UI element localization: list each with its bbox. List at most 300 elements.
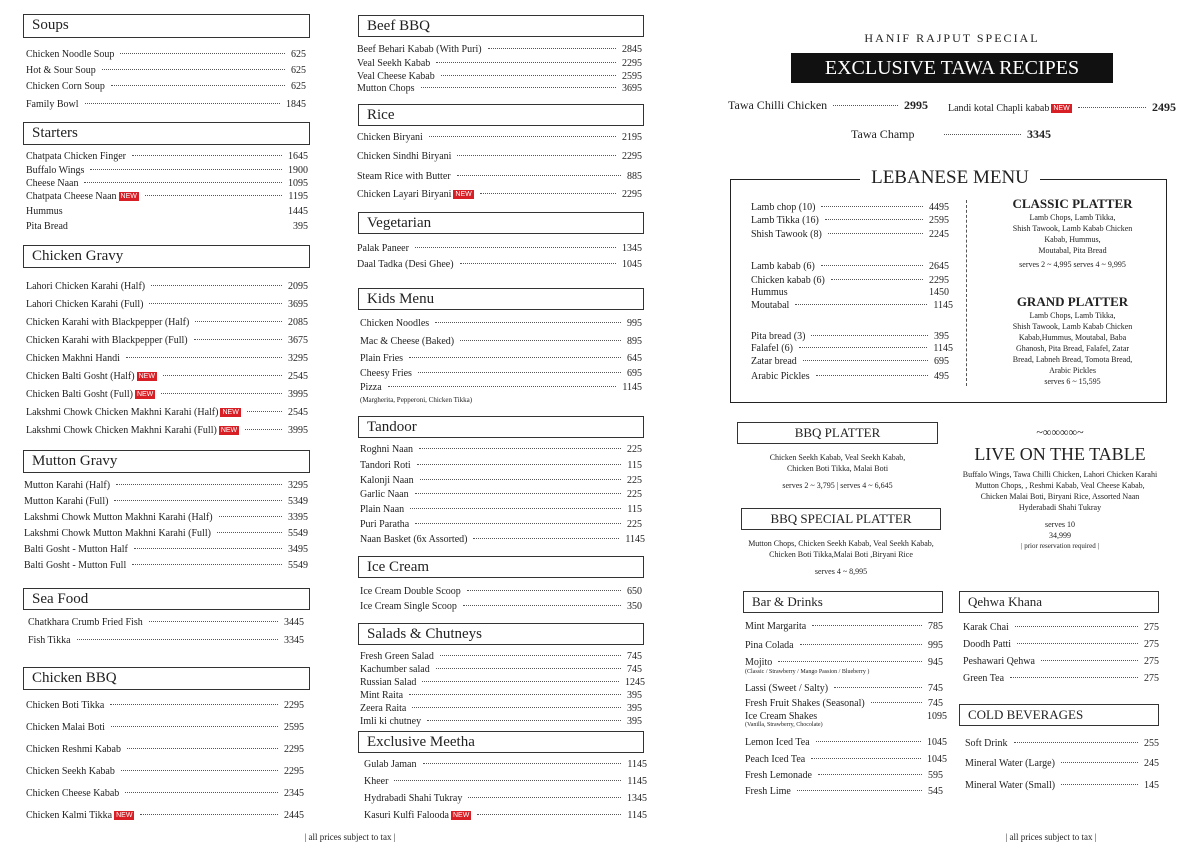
item-name — [26, 389, 155, 400]
menu-item[interactable] — [26, 206, 308, 217]
dot-leader — [457, 175, 621, 176]
menu-item[interactable] — [24, 560, 308, 571]
classic-platter[interactable] — [980, 196, 1165, 270]
section-header-chicken-gravy: Chicken Gravy — [23, 245, 310, 268]
item-name: Chicken Seekh Kabab — [26, 766, 115, 777]
live-line: Buffalo Wings, Tawa Chilli Chicken, Lahori Chicken Karahi — [962, 470, 1158, 479]
section-header-vegetarian: Vegetarian — [358, 212, 644, 234]
bbq-special-desc[interactable] — [726, 538, 956, 577]
dot-leader — [825, 219, 923, 220]
new-badge: NEW — [453, 812, 470, 819]
item-price: 2095 — [288, 281, 308, 292]
menu-item[interactable] — [364, 810, 647, 821]
item-name: Chicken Reshmi Kabab — [26, 744, 121, 755]
item-name: Peach Iced Tea — [745, 754, 806, 765]
bbq-platter-line: Chicken Seekh Kabab, Veal Seekh Kabab, — [769, 453, 906, 462]
item-price: 225 — [627, 475, 642, 486]
dot-leader — [409, 694, 621, 695]
dot-leader — [410, 508, 621, 509]
item-price: 395 — [627, 690, 642, 701]
menu-item[interactable] — [360, 586, 642, 597]
item-price: 115 — [627, 460, 642, 471]
item-name: Pina Colada — [745, 640, 794, 651]
item-price: 2345 — [284, 788, 304, 799]
menu-item[interactable] — [360, 677, 645, 688]
item-price: 2445 — [284, 810, 304, 821]
dot-leader — [127, 748, 278, 749]
item-price: 5549 — [288, 528, 308, 539]
menu-item[interactable] — [751, 287, 949, 298]
menu-item[interactable] — [26, 299, 308, 310]
dot-leader — [140, 814, 278, 815]
item-price: 3495 — [288, 544, 308, 555]
menu-item[interactable] — [26, 165, 308, 176]
dot-leader — [219, 516, 282, 517]
item-name: Lahori Chicken Karahi (Full) — [26, 299, 144, 310]
section-header-soups: Soups — [23, 14, 310, 38]
menu-item[interactable] — [360, 444, 642, 455]
item-price: 1645 — [288, 151, 308, 162]
menu-item[interactable] — [26, 766, 304, 777]
tax-note-right: | all prices subject to tax | — [1005, 832, 1097, 842]
dot-leader — [161, 393, 282, 394]
menu-item[interactable] — [26, 99, 306, 110]
menu-item[interactable] — [26, 389, 308, 400]
menu-item[interactable] — [360, 703, 642, 714]
item-name: Hot & Sour Soup — [26, 65, 96, 76]
menu-item[interactable] — [24, 528, 308, 539]
item-price: 2295 — [284, 766, 304, 777]
menu-item[interactable] — [751, 229, 949, 240]
item-name — [948, 103, 1072, 114]
menu-item[interactable] — [751, 331, 949, 342]
menu-item[interactable] — [751, 300, 953, 311]
pizza-note: (Margherita, Pepperoni, Chicken Tikka) — [360, 396, 473, 404]
item-name: Chicken Karahi with Blackpepper (Full) — [26, 335, 188, 346]
menu-item[interactable] — [357, 83, 642, 94]
menu-item[interactable] — [360, 382, 642, 393]
item-price: 2845 — [622, 44, 642, 55]
dot-leader — [415, 523, 621, 524]
menu-item[interactable] — [26, 178, 308, 189]
item-label: Chicken Balti Gosht (Half) — [26, 371, 135, 382]
menu-item[interactable] — [963, 639, 1159, 650]
menu-item[interactable] — [26, 151, 308, 162]
item-name: Balti Gosht - Mutton Full — [24, 560, 127, 571]
menu-item[interactable] — [745, 754, 947, 765]
menu-item[interactable] — [24, 496, 308, 507]
landi-kotal-chapli-kabab[interactable] — [948, 100, 1176, 115]
item-name: Fresh Lemonade — [745, 770, 812, 781]
bbq-platter-line: Chicken Boti Tikka, Malai Boti — [786, 464, 889, 473]
menu-item[interactable] — [751, 356, 949, 367]
menu-item[interactable] — [360, 475, 642, 486]
menu-item[interactable] — [28, 635, 304, 646]
item-price: 995 — [627, 318, 642, 329]
section-header-starters: Starters — [23, 122, 310, 145]
dot-leader — [477, 814, 621, 815]
item-price: 395 — [293, 221, 308, 232]
menu-item[interactable] — [360, 336, 642, 347]
item-name: Chicken Biryani — [357, 132, 423, 143]
menu-item[interactable] — [965, 738, 1159, 749]
menu-item[interactable] — [26, 81, 306, 92]
menu-item[interactable] — [357, 132, 642, 143]
menu-item[interactable] — [364, 759, 647, 770]
new-badge: NEW — [1053, 105, 1070, 112]
dot-leader — [1061, 762, 1138, 763]
dot-leader — [1010, 677, 1138, 678]
item-name: Garlic Naan — [360, 489, 409, 500]
dot-leader — [145, 195, 282, 196]
item-name: Falafel (6) — [751, 343, 793, 354]
item-price: 2295 — [284, 744, 304, 755]
menu-item[interactable] — [751, 261, 949, 272]
live-line: Chicken Malai Boti, Biryani Rice, Assorted Naan — [980, 492, 1140, 501]
dot-leader — [126, 357, 282, 358]
item-price: 225 — [627, 444, 642, 455]
menu-item[interactable] — [751, 202, 949, 213]
item-price: 2995 — [904, 98, 928, 112]
dot-leader — [114, 500, 282, 501]
item-name — [364, 810, 471, 821]
menu-item[interactable] — [357, 189, 642, 200]
item-price: 645 — [627, 353, 642, 364]
menu-item[interactable] — [357, 71, 642, 82]
item-price: 1900 — [288, 165, 308, 176]
item-price: 695 — [627, 368, 642, 379]
lebanese-menu-title: LEBANESE MENU — [860, 166, 1040, 190]
dot-leader — [818, 774, 922, 775]
menu-item[interactable] — [751, 343, 953, 354]
grand-platter[interactable] — [980, 294, 1165, 387]
item-price: 2085 — [288, 317, 308, 328]
item-price: 350 — [627, 601, 642, 612]
item-price: 225 — [627, 489, 642, 500]
menu-item[interactable] — [26, 281, 308, 292]
live-price: 34,999 — [1049, 531, 1071, 540]
menu-item[interactable] — [360, 489, 642, 500]
item-price: 745 — [928, 683, 943, 694]
dot-leader — [1041, 660, 1138, 661]
menu-item[interactable] — [745, 737, 947, 748]
dot-leader — [149, 303, 282, 304]
tawa-chilli-chicken[interactable] — [728, 98, 928, 113]
dot-leader — [388, 386, 617, 387]
item-price: 1345 — [627, 793, 647, 804]
menu-item[interactable] — [360, 353, 642, 364]
dot-leader — [217, 532, 282, 533]
dot-leader — [110, 704, 278, 705]
grand-platter-line: Shish Tawook, Lamb Kabab Chicken — [1012, 322, 1133, 331]
item-price: 885 — [627, 171, 642, 182]
menu-item[interactable] — [26, 49, 306, 60]
menu-item[interactable] — [26, 65, 306, 76]
menu-item[interactable] — [360, 519, 642, 530]
dot-leader — [821, 265, 923, 266]
dot-leader — [420, 479, 621, 480]
new-badge: NEW — [120, 193, 137, 200]
dot-leader — [245, 429, 282, 430]
menu-item[interactable] — [26, 425, 308, 436]
item-price: 1245 — [625, 677, 645, 688]
menu-item[interactable] — [745, 640, 943, 651]
item-price: 1145 — [627, 759, 647, 770]
bbq-platter-serves: serves 2 ~ 3,795 | serves 4 ~ 6,645 — [782, 481, 893, 490]
menu-item[interactable] — [26, 744, 304, 755]
menu-item[interactable] — [364, 793, 647, 804]
dot-leader — [85, 103, 280, 104]
classic-platter-title: CLASSIC PLATTER — [1012, 196, 1133, 211]
item-price: 3695 — [288, 299, 308, 310]
menu-item[interactable] — [745, 698, 943, 709]
item-price: 2195 — [622, 132, 642, 143]
dot-leader — [812, 625, 922, 626]
grand-platter-line: Lamb Chops, Lamb Tikka, — [1029, 311, 1116, 320]
item-name: Pita bread (3) — [751, 331, 806, 342]
menu-item[interactable] — [745, 657, 943, 668]
item-name: Mutton Karahi (Half) — [24, 480, 111, 491]
item-name: Fresh Fruit Shakes (Seasonal) — [745, 698, 865, 709]
item-price: 145 — [1144, 780, 1159, 791]
dot-leader — [467, 590, 621, 591]
item-price: 275 — [1144, 639, 1159, 650]
item-name: Pizza — [360, 382, 382, 393]
menu-item[interactable] — [24, 480, 308, 491]
classic-platter-line: Kabab, Hummus, — [1044, 235, 1101, 244]
dot-leader — [803, 360, 928, 361]
dot-leader — [247, 411, 282, 412]
menu-item[interactable] — [24, 544, 308, 555]
dot-leader — [460, 263, 616, 264]
menu-item[interactable] — [360, 664, 642, 675]
menu-item[interactable] — [28, 617, 304, 628]
menu-item[interactable] — [360, 318, 642, 329]
dot-leader — [480, 193, 616, 194]
menu-item[interactable] — [963, 656, 1159, 667]
menu-item[interactable] — [745, 711, 947, 722]
item-name: Peshawari Qehwa — [963, 656, 1035, 667]
dot-leader — [457, 155, 616, 156]
item-name: Kalonji Naan — [360, 475, 414, 486]
menu-item[interactable] — [745, 621, 943, 632]
item-name: Ice Cream Single Scoop — [360, 601, 457, 612]
item-price: 1145 — [627, 810, 647, 821]
item-price: 395 — [627, 703, 642, 714]
dot-leader — [1078, 107, 1146, 108]
menu-item[interactable] — [26, 407, 308, 418]
menu-item[interactable] — [26, 788, 304, 799]
shake-note: (Vanilla, Strawberry, Chocolate) — [745, 722, 823, 728]
item-name: Moutabal — [751, 300, 790, 311]
item-name: Lamb kabab (6) — [751, 261, 815, 272]
item-price: 1045 — [622, 259, 642, 270]
item-name: Chicken Cheese Kabab — [26, 788, 120, 799]
bbq-platter-desc[interactable] — [737, 452, 938, 491]
menu-item[interactable] — [965, 758, 1159, 769]
item-name: Beef Behari Kabab (With Puri) — [357, 44, 482, 55]
dot-leader — [468, 797, 621, 798]
menu-item[interactable] — [963, 622, 1159, 633]
item-name: Mac & Cheese (Baked) — [360, 336, 455, 347]
menu-item[interactable] — [357, 243, 642, 254]
menu-item[interactable] — [357, 44, 642, 55]
menu-item[interactable] — [751, 371, 949, 382]
item-name: Mint Raita — [360, 690, 404, 701]
item-name: Plain Fries — [360, 353, 404, 364]
dot-leader — [778, 661, 922, 662]
item-name: Buffalo Wings — [26, 165, 85, 176]
bbq-special-line: Mutton Chops, Chicken Seekh Kabab, Veal Seekh Kabab, — [748, 539, 934, 548]
dot-leader — [429, 136, 616, 137]
menu-item[interactable] — [357, 58, 642, 69]
dot-leader — [821, 206, 923, 207]
item-price: 395 — [934, 331, 949, 342]
item-name: Fresh Lime — [745, 786, 791, 797]
menu-item[interactable] — [26, 371, 308, 382]
menu-item[interactable] — [360, 716, 642, 727]
section-header-tandoor: Tandoor — [358, 416, 644, 438]
dot-leader — [473, 538, 619, 539]
item-name: Steam Rice with Butter — [357, 171, 451, 182]
item-name — [26, 371, 157, 382]
item-price: 2295 — [622, 151, 642, 162]
dot-leader — [111, 85, 285, 86]
item-name: Lakshmi Chowk Mutton Makhni Karahi (Half) — [24, 512, 213, 523]
menu-item[interactable] — [24, 512, 308, 523]
section-header-kids-menu: Kids Menu — [358, 288, 644, 310]
section-header-mutton-gravy: Mutton Gravy — [23, 450, 310, 473]
menu-item[interactable] — [360, 534, 645, 545]
menu-item[interactable] — [360, 690, 642, 701]
menu-item[interactable] — [745, 770, 943, 781]
item-price: 395 — [627, 716, 642, 727]
bbq-special-serves: serves 4 ~ 8,995 — [814, 567, 868, 576]
menu-item[interactable] — [26, 810, 304, 821]
menu-item[interactable] — [26, 317, 308, 328]
menu-item[interactable] — [745, 786, 943, 797]
classic-platter-line: Lamb Chops, Lamb Tikka, — [1029, 213, 1116, 222]
item-price: 1095 — [927, 711, 947, 722]
dot-leader — [816, 741, 921, 742]
ornament-icon: ~∞∞∞∞~ — [1036, 425, 1084, 439]
dot-leader — [799, 347, 927, 348]
item-name: Doodh Patti — [963, 639, 1012, 650]
lebanese-divider — [966, 200, 967, 386]
item-name: Fresh Green Salad — [360, 651, 434, 662]
item-name: Ice Cream Shakes — [745, 711, 818, 722]
menu-item[interactable] — [26, 191, 308, 202]
grand-platter-serves: serves 6 ~ 15,595 — [1044, 377, 1101, 386]
dot-leader — [120, 53, 285, 54]
menu-item[interactable] — [745, 683, 943, 694]
section-header-qehwa-khana: Qehwa Khana — [959, 591, 1159, 613]
menu-item[interactable] — [357, 171, 642, 182]
item-price: 255 — [1144, 738, 1159, 749]
item-price: 3995 — [288, 425, 308, 436]
menu-item[interactable] — [26, 221, 308, 232]
menu-item[interactable] — [751, 275, 949, 286]
live-on-table-desc[interactable] — [955, 469, 1165, 552]
dot-leader — [194, 339, 282, 340]
section-header-cold-beverages: COLD BEVERAGES — [959, 704, 1159, 726]
item-name: Daal Tadka (Desi Ghee) — [357, 259, 454, 270]
menu-item[interactable] — [26, 353, 308, 364]
item-price: 545 — [928, 786, 943, 797]
item-name: Tawa Chilli Chicken — [728, 98, 828, 112]
live-serves: serves 10 — [1045, 520, 1075, 529]
item-price: 2495 — [1152, 100, 1176, 114]
menu-item[interactable] — [360, 504, 642, 515]
menu-item[interactable] — [26, 722, 304, 733]
dot-leader — [834, 687, 922, 688]
menu-item[interactable] — [360, 651, 642, 662]
item-name: Mineral Water (Small) — [965, 780, 1056, 791]
menu-item[interactable] — [360, 368, 642, 379]
item-name: Lassi (Sweet / Salty) — [745, 683, 829, 694]
item-price: 2295 — [929, 275, 949, 286]
new-badge: NEW — [116, 812, 133, 819]
item-name: Green Tea — [963, 673, 1005, 684]
item-name: Roghni Naan — [360, 444, 414, 455]
grand-platter-line: Arabic Pickles — [1049, 366, 1096, 375]
dot-leader — [816, 375, 928, 376]
classic-platter-serves: serves 2 ~ 4,995 serves 4 ~ 9,995 — [1019, 260, 1126, 269]
menu-item[interactable] — [360, 460, 642, 471]
dot-leader — [116, 484, 282, 485]
menu-item[interactable] — [26, 700, 304, 711]
item-label: Lakshmi Chowk Chicken Makhni Karahi (Half) — [26, 407, 219, 418]
item-label: Landi kotal Chapli kabab — [948, 103, 1050, 114]
item-price: 5549 — [288, 560, 308, 571]
item-name: Soft Drink — [965, 738, 1008, 749]
tawa-champ[interactable] — [851, 127, 1051, 142]
special-kicker: HANIF RAJPUT SPECIAL — [864, 31, 1040, 45]
new-badge: NEW — [138, 373, 155, 380]
item-price: 3995 — [288, 389, 308, 400]
item-price: 275 — [1144, 656, 1159, 667]
item-price: 1195 — [288, 191, 308, 202]
item-name: Lahori Chicken Karahi (Half) — [26, 281, 146, 292]
dot-leader — [132, 155, 282, 156]
item-price: 745 — [627, 664, 642, 675]
item-name: Lakshmi Chowk Mutton Makhni Karahi (Full) — [24, 528, 211, 539]
menu-item[interactable] — [751, 215, 949, 226]
menu-item[interactable] — [26, 335, 308, 346]
item-label: Kasuri Kulfi Falooda — [364, 810, 449, 821]
item-price: 625 — [291, 81, 306, 92]
menu-item[interactable] — [357, 151, 642, 162]
new-badge: NEW — [222, 409, 239, 416]
item-price: 3295 — [288, 353, 308, 364]
menu-item[interactable] — [965, 780, 1159, 791]
item-price: 2295 — [622, 189, 642, 200]
item-name: Palak Paneer — [357, 243, 409, 254]
item-price: 1450 — [929, 287, 949, 298]
menu-item[interactable] — [963, 673, 1159, 684]
item-name: Hummus — [26, 206, 63, 217]
item-name: Chicken Noodles — [360, 318, 430, 329]
item-name: Chicken Corn Soup — [26, 81, 105, 92]
section-header-sea-food: Sea Food — [23, 588, 310, 610]
dot-leader — [1015, 626, 1138, 627]
menu-item[interactable] — [360, 601, 642, 612]
dot-leader — [394, 780, 621, 781]
menu-item[interactable] — [364, 776, 647, 787]
dot-leader — [427, 720, 621, 721]
item-price: 625 — [291, 65, 306, 76]
menu-item[interactable] — [357, 259, 642, 270]
